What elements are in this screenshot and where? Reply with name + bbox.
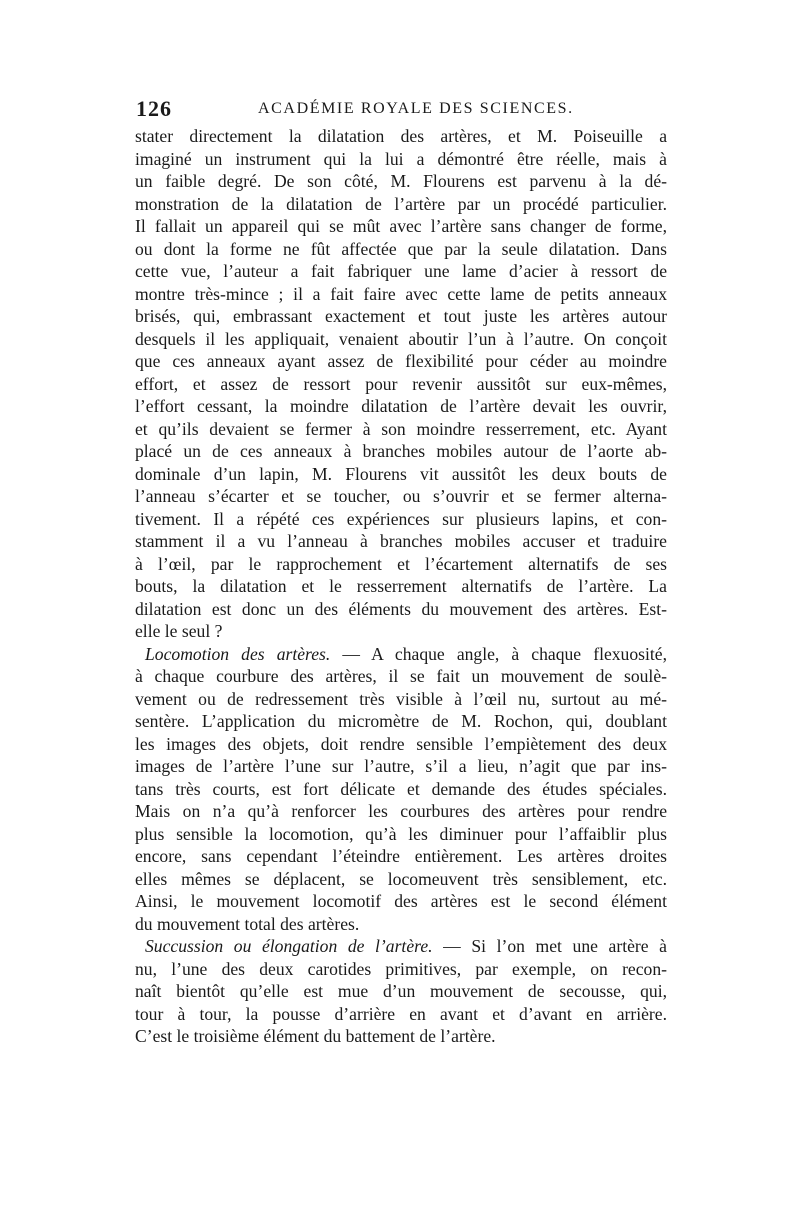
text-run: brisés, qui, embrassant exactement et tout juste les artères autour — [135, 306, 667, 326]
text-line — [135, 710, 667, 733]
text-line — [135, 530, 667, 553]
text-line — [135, 598, 667, 621]
page-number: 126 — [136, 96, 172, 121]
text-run: effort, et assez de ressort pour revenir aussitôt sur eux-mêmes, — [135, 373, 667, 394]
text-run: stater directement la dilatation des artères, et M. Poiseuille a — [135, 126, 667, 146]
italic-heading-run: Succussion ou élongation de l’artère. — [145, 936, 433, 956]
text-run: tivement. Il a répété ces expériences sur plusieurs lapins, et con- — [135, 508, 667, 529]
text-run: bouts, la dilatation et le resserrement alternatifs de l’artère. La — [135, 576, 667, 596]
text-line — [135, 260, 667, 283]
text-run: à chaque courbure des artères, il se fait un mouvement de soulè- — [135, 666, 667, 686]
text-run: ou dont la forme ne fût affectée que par la seule dilatation. Dans — [135, 238, 667, 259]
text-run: imaginé un instrument qui la lui a démontré être réelle, mais à — [135, 148, 667, 169]
text-line — [135, 845, 667, 868]
text-line — [135, 755, 667, 778]
text-line — [135, 620, 667, 643]
text-run: elle le seul ? — [135, 621, 223, 641]
text-line — [135, 980, 667, 1003]
text-line — [135, 238, 667, 261]
text-run: desquels il les appliquait, venaient aboutir l’un à l’autre. On conçoit — [135, 328, 667, 349]
text-line — [135, 485, 667, 508]
text-line — [135, 643, 667, 666]
text-line — [135, 1025, 667, 1048]
text-run: les images des objets, doit rendre sensible l’empiètement des deux — [135, 733, 667, 754]
text-run: Il fallait un appareil qui se mût avec l’artère sans changer de forme, — [135, 216, 667, 236]
text-line — [135, 935, 667, 958]
text-line — [135, 193, 667, 216]
text-line — [135, 305, 667, 328]
text-line — [135, 463, 667, 486]
text-run: dilatation est donc un des éléments du mouvement des artères. Est- — [135, 598, 667, 619]
text-line — [135, 868, 667, 891]
text-run: tour à tour, la pousse d’arrière en avant et d’avant en arrière. — [135, 1003, 667, 1024]
text-line — [135, 733, 667, 756]
text-line — [135, 890, 667, 913]
text-line — [135, 373, 667, 396]
text-line — [135, 508, 667, 531]
text-line — [135, 328, 667, 351]
text-line — [135, 418, 667, 441]
text-line — [135, 148, 667, 171]
text-run: — A chaque angle, à chaque flexuosité, — [330, 643, 667, 664]
text-line — [135, 170, 667, 193]
text-run: stamment il a vu l’anneau à branches mobiles accuser et traduire — [135, 531, 667, 551]
text-run: Mais on n’a qu’à renforcer les courbures des artères pour rendre — [135, 801, 667, 821]
running-title: ACADÉMIE ROYALE DES SCIENCES. — [258, 100, 574, 117]
text-run: images de l’artère l’une sur l’autre, s’il a lieu, n’agit que par ins- — [135, 756, 667, 776]
text-run: l’anneau s’écarter et se toucher, ou s’ouvrir et se fermer alterna- — [135, 486, 667, 506]
text-line — [135, 823, 667, 846]
text-run: montre très-mince ; il a fait faire avec cette lame de petits anneaux — [135, 283, 667, 304]
text-run: sentère. L’application du micromètre de M. Rochon, qui, doublant — [135, 711, 667, 731]
italic-heading-run: Locomotion des artères. — [145, 643, 331, 664]
text-run: l’effort cessant, la moindre dilatation de l’artère devait les ouvrir, — [135, 396, 667, 416]
text-run: et qu’ils devaient se fermer à son moindre resserrement, etc. Ayant — [135, 418, 667, 439]
text-line — [135, 395, 667, 418]
text-line — [135, 665, 667, 688]
text-run: que ces anneaux ayant assez de flexibilité pour céder au moindre — [135, 351, 667, 371]
text-run: Ainsi, le mouvement locomotif des artères est le second élément — [135, 891, 667, 911]
text-line — [135, 125, 667, 148]
text-run: — Si l’on met une artère à — [432, 936, 667, 956]
text-line — [135, 575, 667, 598]
text-line — [135, 800, 667, 823]
text-run: un faible degré. De son côté, M. Flourens est parvenu à la dé- — [135, 171, 667, 191]
text-line — [135, 283, 667, 306]
text-run: naît bientôt qu’elle est mue d’un mouvement de secousse, qui, — [135, 981, 667, 1001]
text-run: nu, l’une des deux carotides primitives, par exemple, on recon- — [135, 958, 667, 979]
text-run: tans très courts, est fort délicate et demande des études spéciales. — [135, 778, 667, 799]
text-run: C’est le troisième élément du battement de l’artère. — [135, 1026, 496, 1046]
text-run: du mouvement total des artères. — [135, 913, 360, 934]
text-run: placé un de ces anneaux à branches mobiles autour de l’aorte ab- — [135, 441, 667, 461]
text-line — [135, 1003, 667, 1026]
text-line — [135, 778, 667, 801]
text-run: monstration de la dilatation de l’artère par un procédé particulier. — [135, 193, 667, 214]
text-line — [135, 440, 667, 463]
text-line — [135, 553, 667, 576]
text-run: cette vue, l’auteur a fait fabriquer une lame d’acier à ressort de — [135, 261, 667, 281]
text-line — [135, 958, 667, 981]
text-line — [135, 215, 667, 238]
text-line — [135, 688, 667, 711]
body-text — [135, 125, 667, 1048]
text-line — [135, 350, 667, 373]
text-run: elles mêmes se déplacent, se locomeuvent très sensiblement, etc. — [135, 868, 667, 889]
text-run: dominale d’un lapin, M. Flourens vit aussitôt les deux bouts de — [135, 463, 667, 484]
text-run: encore, sans cependant l’éteindre entièrement. Les artères droites — [135, 846, 667, 866]
text-run: plus sensible la locomotion, qu’à les diminuer pour l’affaiblir plus — [135, 823, 667, 844]
text-run: vement ou de redressement très visible à l’œil nu, surtout au mé- — [135, 688, 667, 709]
text-run: à l’œil, par le rapprochement et l’écartement alternatifs de ses — [135, 553, 667, 574]
text-line — [135, 913, 667, 936]
running-header — [136, 96, 666, 122]
